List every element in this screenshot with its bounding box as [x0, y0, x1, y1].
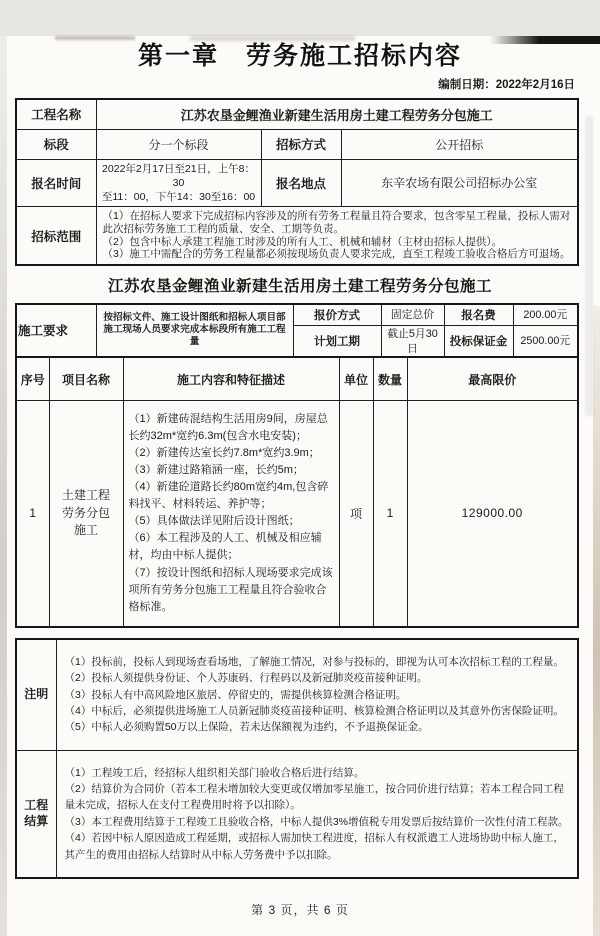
bid-deposit-label: 投标保证金: [444, 325, 513, 357]
scan-artifact-left-edge: [0, 36, 7, 936]
col-header-qty: 数量: [373, 357, 407, 401]
scope-label: 招标范围: [16, 207, 96, 266]
project-name-value: 江苏农垦金鲤渔业新建生活用房土建工程劳务分包施工: [96, 99, 578, 129]
table-row: [16, 207, 578, 266]
page-number: 第 3 页，共 6 页: [251, 902, 349, 917]
item-unit: 项: [339, 401, 373, 627]
notes-content: （1）投标前，投标人到现场查看场地，了解施工情况，对参与投标的，即视为认可本次招标工程的工程量。 （2）投标人须提供身份证、个人苏康码、行程码以及新冠肺炎疫苗接种证明。 （3）投标人有中高风险地区旅居、停留史的，需提供核算检测合格证明。 （4）中标后，必须提供进场施工人员新冠肺炎疫苗接种证明、核算检测合格证明以及其意外伤害保险证明。 （5）中标人必须购置50万以上保险，若未达保额视为违约，不予退换保证金。: [56, 639, 578, 751]
plan-period-value: 截止5月30日: [381, 325, 444, 357]
bid-deposit-value: 2500.00元: [513, 325, 578, 357]
section-value: 分一个标段: [96, 129, 261, 159]
work-req-text: 按招标文件、施工设计图纸和招标人项目部施工现场人员要求完成本标段所有施工工程量: [96, 304, 293, 357]
scan-artifact-right-edge: [593, 306, 600, 936]
signup-place-label: 报名地点: [261, 159, 341, 207]
table-row: [16, 159, 578, 207]
work-items-table: [15, 356, 579, 628]
work-requirements-band: [15, 303, 579, 358]
scan-artifact-right-shadow: [585, 116, 593, 416]
table-row: [16, 304, 578, 325]
table-header-row: [16, 357, 578, 401]
section-label: 标段: [16, 129, 96, 159]
item-quantity: 1: [373, 401, 407, 627]
compile-date: 编制日期：2022年2月16日: [438, 79, 575, 91]
project-name-label: 工程名称: [16, 99, 96, 129]
settlement-content: （1）工程竣工后，经招标人组织相关部门验收合格后进行结算。 （2）结算价为合同价（若本工程未增加较大变更或仅增加零星施工，按合同价进行结算；若本工程合同工程量未完成，招标人在支付工程费用时将予以扣除）。 （3）本工程费用结算于工程竣工且验收合格，中标人提供3%增值税专用发票后按结算价一次性付清工程款。 （4）若因中标人原因造成工程延期，或招标人需加快工程进度，招标人有权派遣工人进场协助中标人施工，其产生的费用由招标人结算时从中标人劳务费中予以扣除。: [56, 751, 578, 878]
table-row: [16, 99, 578, 129]
scope-content: （1）在招标人要求下完成招标内容涉及的所有劳务工程量且符合要求，包含零星工程量，投标人需对此次招标劳务施工工程的质量、安全、工期等负责。 （2）包含中标人承建工程施工时涉及的所有人工、机械和辅材（主材由招标人提供）。 （3）施工中需配合的劳务工程量都必须按现场负责人要求完成，直至工程竣工验收合格后方可退场。: [96, 207, 578, 266]
quote-method-value: 固定总价: [381, 304, 444, 325]
col-header-unit: 单位: [339, 357, 373, 401]
signup-fee-value: 200.00元: [513, 304, 578, 325]
signup-fee-label: 报名费: [444, 304, 513, 325]
section-subtitle: 江苏农垦金鲤渔业新建生活用房土建工程劳务分包施工: [107, 278, 492, 296]
col-header-max-price: 最高限价: [407, 357, 578, 401]
project-info-table: [15, 98, 579, 266]
item-max-price: 129000.00: [407, 401, 578, 627]
col-header-name: 项目名称: [49, 357, 123, 401]
settlement-row: [16, 751, 578, 878]
item-description: （1）新建砖混结构生活用房9间，房屋总长约32m*宽约6.3m(包含水电安装)； （2）新建传达室长约7.8m*宽约3.9m； （3）新建过路箱涵一座，长约5m； （4）新建砼道路长约80m宽约4m,包含碎料找平、材料转运、养护等； （5）具体做法详见附后设计图纸； （6）本工程涉及的人工、机械及相应辅材，均由中标人提供； （7）按设计图纸和招标人现场要求完成该项所有劳务分包施工工程量且符合验收合格标准。: [123, 401, 339, 627]
plan-period-label: 计划工期: [293, 325, 381, 357]
work-req-label: 施工要求: [16, 304, 96, 357]
item-name: 土建工程劳务分包施工: [49, 401, 123, 627]
item-no: 1: [16, 401, 49, 627]
notes-settlement-table: [15, 638, 579, 879]
bid-method-label: 招标方式: [261, 129, 341, 159]
quote-method-label: 报价方式: [293, 304, 381, 325]
scanned-document-page: [0, 36, 600, 936]
signup-place-value: 东辛农场有限公司招标办公室: [341, 159, 578, 207]
col-header-desc: 施工内容和特征描述: [123, 357, 339, 401]
notes-row: [16, 639, 578, 751]
signup-time-label: 报名时间: [16, 159, 96, 207]
col-header-no: 序号: [16, 357, 49, 401]
page-title: 第一章 劳务施工招标内容: [137, 42, 462, 70]
signup-time-value: 2022年2月17日至21日，上午8：30 至11：00，下午14：30至16：00: [96, 159, 261, 207]
work-item-row: [16, 401, 578, 627]
settlement-label: 工程结算: [16, 751, 56, 878]
notes-label: 注明: [16, 639, 56, 751]
table-row: [16, 129, 578, 159]
bid-method-value: 公开招标: [341, 129, 578, 159]
